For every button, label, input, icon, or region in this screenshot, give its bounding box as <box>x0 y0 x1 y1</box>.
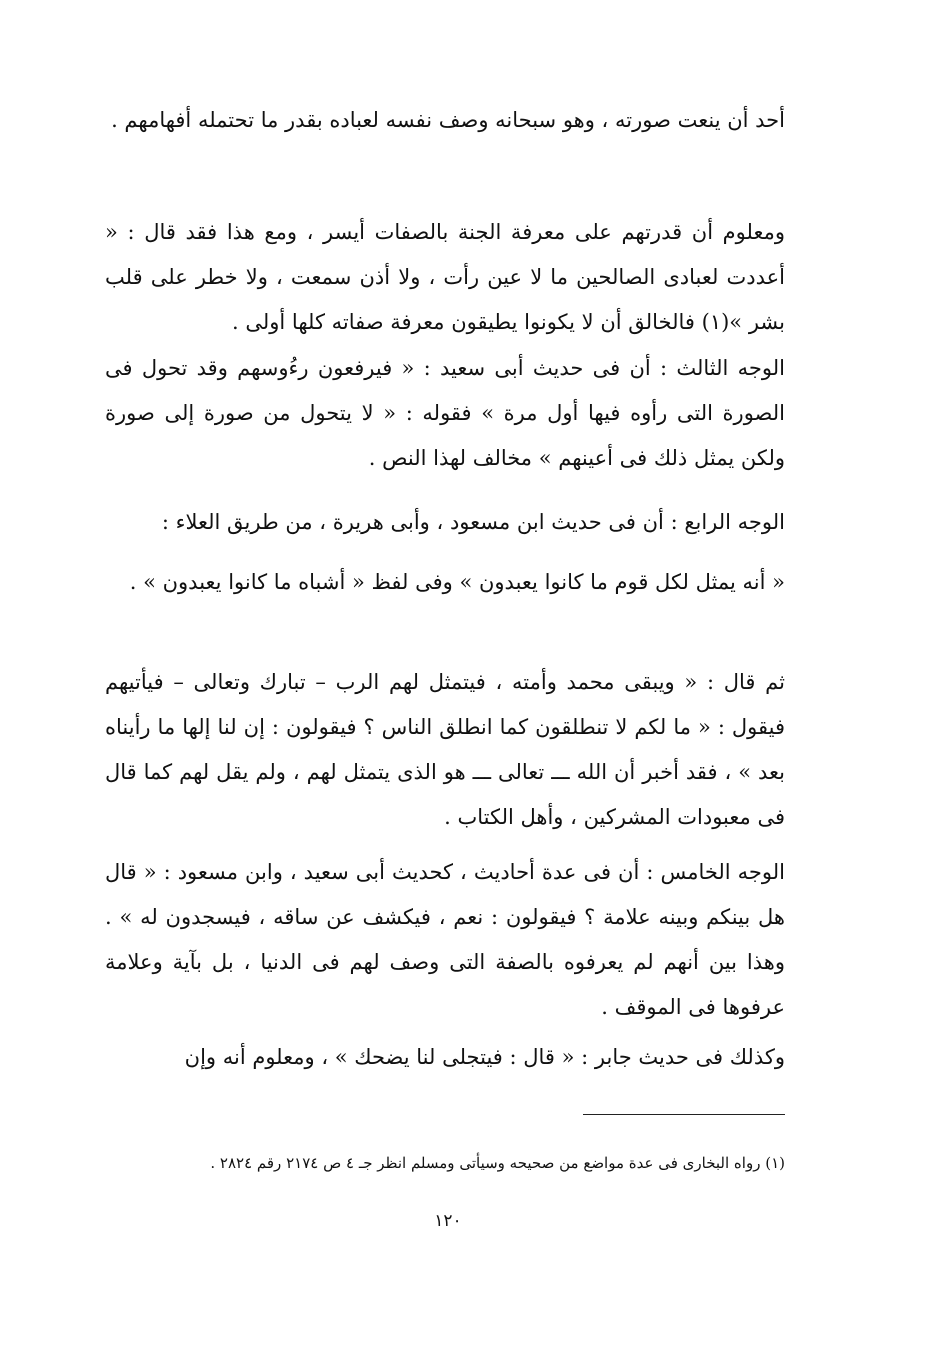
paragraph-text: أحد أن ينعت صورته ، وهو سبحانه وصف نفسه لعباده بقدر ما تحتمله أفهامهم . <box>111 108 785 132</box>
paragraph-text: الوجه الرابع : أن فى حديث ابن مسعود ، وأبى هريرة ، من طريق العلاء : <box>161 510 785 534</box>
paragraph-5 <box>105 560 785 605</box>
paragraph-2 <box>105 210 785 345</box>
paragraph-8 <box>105 1035 785 1080</box>
paragraph-1 <box>105 98 785 143</box>
paragraph-text: وكذلك فى حديث جابر : « قال : فيتجلى لنا يضحك » ، ومعلوم أنه وإن <box>184 1045 785 1069</box>
paragraph-3 <box>105 346 785 481</box>
paragraph-4 <box>105 500 785 545</box>
page-number: ١٢٠ <box>434 1211 462 1231</box>
footnote: (١) رواه البخارى فى عدة مواضع من صحيحه وسيأتى ومسلم انظر جـ ٤ ص ٢١٧٤ رقم ٢٨٢٤ . <box>210 1154 785 1172</box>
paragraph-7 <box>105 850 785 1030</box>
paragraph-text: ومعلوم أن قدرتهم على معرفة الجنة بالصفات أيسر ، ومع هذا فقد قال : « أعددت لعبادى الصالحين ما لا عين رأت ، ولا أذن سمعت ، ولا خطر على قلب بشر »(١) فالخالق أن لا يكونوا يطيقون معرفة صفاته كلها أولى . <box>105 220 785 334</box>
paragraph-6 <box>105 660 785 840</box>
paragraph-text: ثم قال : « ويبقى محمد وأمته ، فيتمثل لهم الرب – تبارك وتعالى – فيأتيهم فيقول : « ما لكم لا تنطلقون كما انطلق الناس ؟ فيقولون : إن لنا إلها ما رأيناه بعد » ، فقد أخبر أن الله ـــ تعالى ـــ هو الذى يتمثل لهم ، ولم يقل لهم كما قال فى معبودات المشركين ، وأهل الكتاب . <box>105 670 785 829</box>
footnote-divider <box>583 1114 785 1115</box>
paragraph-text: « أنه يمثل لكل قوم ما كانوا يعبدون » وفى لفظ « أشباه ما كانوا يعبدون » . <box>129 570 785 594</box>
paragraph-text: الوجه الثالث : أن فى حديث أبى سعيد : « فيرفعون رءُوسهم وقد تحول فى الصورة التى رأوه فيها أول مرة » فقوله : « لا يتحول من صورة إلى صورة ولكن يمثل ذلك فى أعينهم » مخالف لهذا النص . <box>105 356 785 470</box>
paragraph-text: الوجه الخامس : أن فى عدة أحاديث ، كحديث أبى سعيد ، وابن مسعود : « قال هل بينكم وبينه علامة ؟ فيقولون : نعم ، فيكشف عن ساقه ، فيسجدون له » . وهذا بين أنهم لم يعرفوه بالصفة التى وصف لهم فى الدنيا ، بل بآية وعلامة عرفوها فى الموقف . <box>105 860 785 1019</box>
